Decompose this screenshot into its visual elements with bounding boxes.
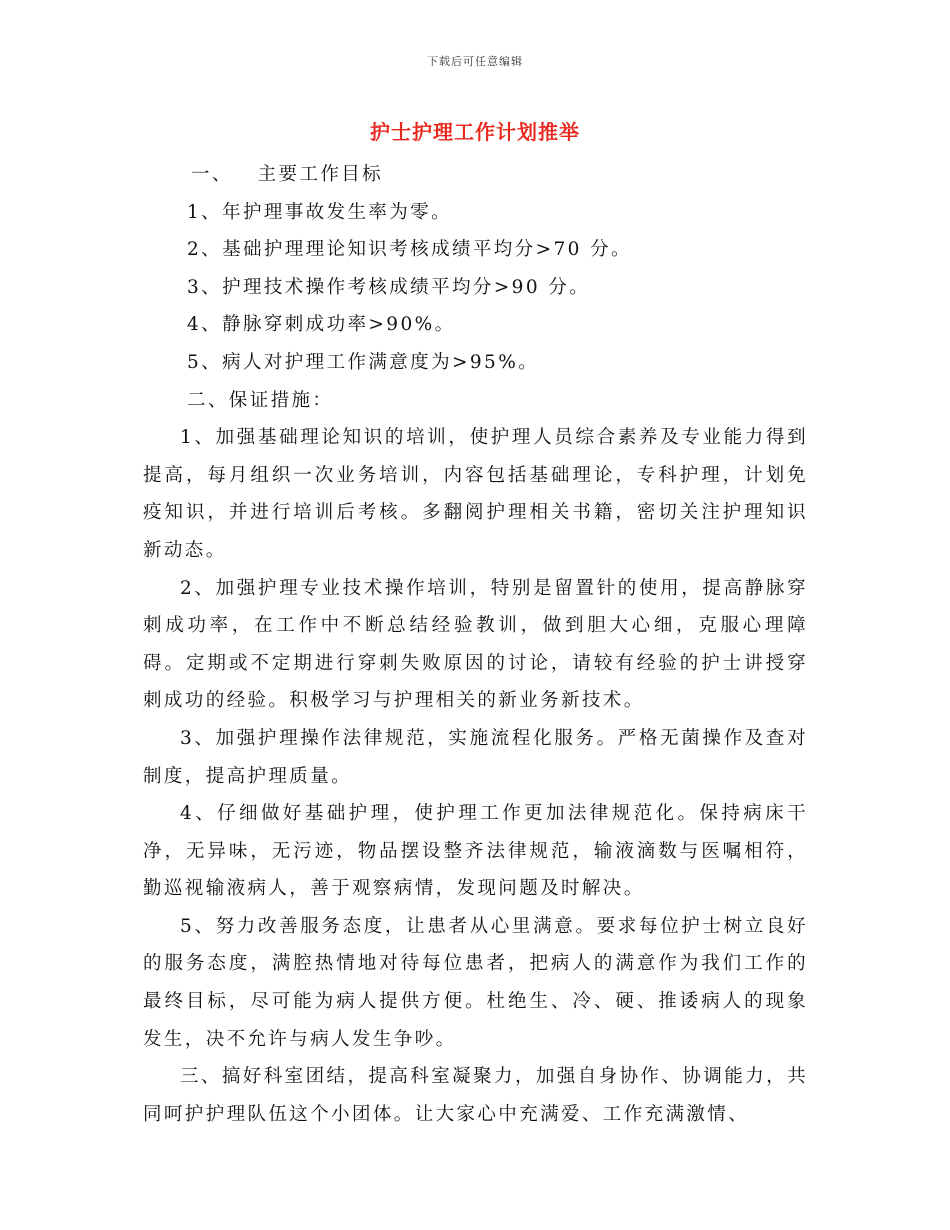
section1-heading: 一、 主要工作目标: [191, 164, 384, 185]
measure-paragraph-5: 5、努力改善服务态度，让患者从心里满意。要求每位护士树立良好的服务态度，满腔热情地对待每位患者，把病人的满意作为我们工作的最终目标，尽可能为病人提供方便。杜绝生、冷、硬、推诿病人的现象发生，决不允许与病人发生争吵。: [143, 915, 808, 1050]
goal-item-5: 5、病人对护理工作满意度为>95%。: [187, 351, 540, 373]
measure-paragraph-2: 2、加强护理专业技术操作培训，特别是留置针的使用，提高静脉穿刺成功率，在工作中不断总结经验教训，做到胆大心细，克服心理障碍。定期或不定期进行穿刺失败原因的讨论，请较有经验的护士讲授穿刺成功的经验。积极学习与护理相关的新业务新技术。: [143, 577, 808, 712]
measure-paragraph-3: 3、加强护理操作法律规范，实施流程化服务。严格无菌操作及查对制度，提高护理质量。: [143, 727, 808, 787]
section3-paragraph: 三、搞好科室团结，提高科室凝聚力，加强自身协作、协调能力，共同呵护护理队伍这个小团体。让大家心中充满爱、工作充满激情、: [143, 1066, 808, 1125]
measure-paragraph-1: 1、加强基础理论知识的培训，使护理人员综合素养及专业能力得到提高，每月组织一次业务培训，内容包括基础理论，专科护理，计划免疫知识，并进行培训后考核。多翻阅护理相关书籍，密切关注护理知识新动态。: [143, 427, 808, 561]
goal-item-2: 2、基础护理理论知识考核成绩平均分>70 分。: [187, 239, 632, 261]
section2-heading: 二、保证措施：: [187, 389, 334, 411]
goal-item-1: 1、年护理事故发生率为零。: [187, 201, 452, 223]
document-body: [143, 156, 808, 1133]
page-header-note: 下载后可任意编辑: [427, 55, 523, 68]
goal-item-4: 4、静脉穿刺成功率>90%。: [187, 314, 456, 336]
document-title: 护士护理工作计划推举: [370, 120, 580, 144]
goal-item-3: 3、护理技术操作考核成绩平均分>90 分。: [187, 276, 591, 298]
measure-paragraph-4: 4、仔细做好基础护理，使护理工作更加法律规范化。保持病床干净，无异味，无污迹，物品摆设整齐法律规范，输液滴数与医嘱相符，勤巡视输液病人，善于观察病情，发现问题及时解决。: [143, 803, 808, 900]
